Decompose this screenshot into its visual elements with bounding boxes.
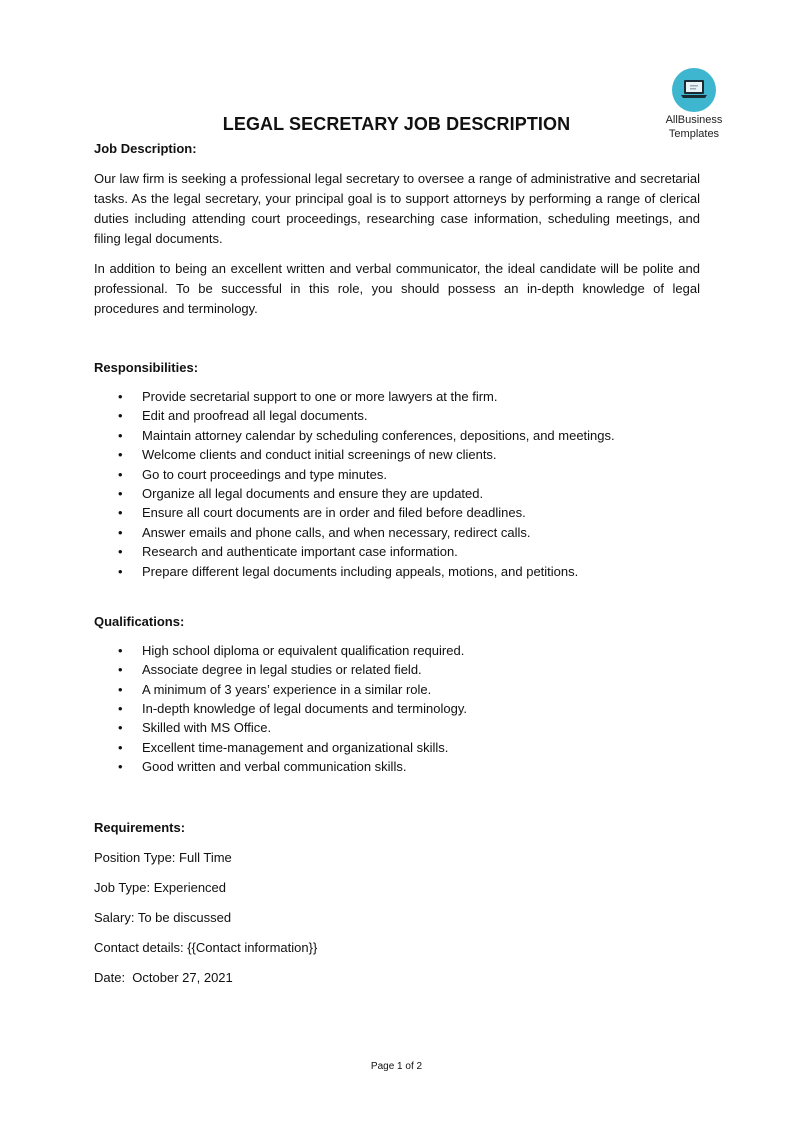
list-item <box>94 484 700 503</box>
list-item-text: High school diploma or equivalent qualification required. <box>142 642 465 658</box>
list-item <box>94 699 700 718</box>
requirement-date: Date: October 27, 2021 <box>94 969 233 985</box>
list-item-text: A minimum of 3 years’ experience in a similar role. <box>142 681 432 697</box>
list-item-text: Welcome clients and conduct initial screenings of new clients. <box>142 447 497 463</box>
bullet-icon: • <box>118 681 123 697</box>
list-item <box>94 757 700 776</box>
list-item-text: Research and authenticate important case information. <box>142 544 458 560</box>
bullet-icon: • <box>118 485 123 501</box>
list-item-text: Go to court proceedings and type minutes. <box>142 466 387 482</box>
list-item <box>94 542 700 561</box>
job-description-heading: Job Description: <box>94 141 197 156</box>
job-description-paragraph: Our law firm is seeking a professional legal secretary to oversee a range of administrative and secretarial tasks. As the legal secretary, your principal goal is to support attorneys by performing a range of clerical duties including attending court proceedings, researching case information, scheduling meetings, and filing legal documents. <box>94 171 700 246</box>
bullet-icon: • <box>118 701 123 717</box>
page-number-footer: Page 1 of 2 <box>370 1061 423 1072</box>
list-item <box>94 503 700 522</box>
requirement-salary: Salary: To be discussed <box>94 909 232 925</box>
responsibilities-heading: Responsibilities: <box>94 360 199 375</box>
list-item <box>94 406 700 425</box>
qualifications-list <box>94 641 700 777</box>
bullet-icon: • <box>118 505 123 521</box>
list-item-text: Skilled with MS Office. <box>142 720 272 736</box>
bullet-icon: • <box>118 389 123 404</box>
list-item <box>94 426 700 445</box>
list-item-text: Prepare different legal documents including appeals, motions, and petitions. <box>142 563 579 579</box>
bullet-icon: • <box>118 466 123 482</box>
logo-line-1: AllBusiness <box>665 114 723 126</box>
list-item-text: Answer emails and phone calls, and when necessary, redirect calls. <box>142 524 531 540</box>
bullet-icon: • <box>118 563 123 579</box>
list-item-text: Ensure all court documents are in order and filed before deadlines. <box>142 505 526 521</box>
laptop-icon <box>672 68 716 112</box>
list-item <box>94 445 700 464</box>
list-item <box>94 562 700 581</box>
list-item <box>94 387 700 406</box>
list-item-text: Associate degree in legal studies or related field. <box>142 662 422 678</box>
document-body <box>94 139 700 988</box>
page-title: LEGAL SECRETARY JOB DESCRIPTION <box>222 114 571 134</box>
list-item-text: In-depth knowledge of legal documents and terminology. <box>142 701 467 717</box>
list-item <box>94 465 700 484</box>
list-item <box>94 680 700 699</box>
bullet-icon: • <box>118 739 123 755</box>
bullet-icon: • <box>118 720 123 736</box>
requirements-heading: Requirements: <box>94 819 186 835</box>
bullet-icon: • <box>118 447 123 463</box>
bullet-icon: • <box>118 524 123 540</box>
list-item-text: Provide secretarial support to one or more lawyers at the firm. <box>142 389 498 404</box>
job-description-paragraph: In addition to being an excellent written and verbal communicator, the ideal candidate will be polite and professional. To be successful in this role, you should possess an in-depth knowledge of legal procedures and terminology. <box>94 261 700 316</box>
list-item-text: Excellent time-management and organizational skills. <box>142 739 449 755</box>
bullet-icon: • <box>118 408 123 424</box>
responsibilities-list <box>94 387 700 581</box>
list-item-text: Good written and verbal communication skills. <box>142 759 407 775</box>
qualifications-heading: Qualifications: <box>94 613 185 629</box>
list-item <box>94 660 700 679</box>
list-item-text: Edit and proofread all legal documents. <box>142 408 368 424</box>
bullet-icon: • <box>118 642 123 658</box>
requirement-job-type: Job Type: Experienced <box>94 879 227 895</box>
logo-line-2: Templates <box>668 128 720 140</box>
list-item-text: Organize all legal documents and ensure they are updated. <box>142 485 484 501</box>
bullet-icon: • <box>118 427 123 443</box>
requirement-position-type: Position Type: Full Time <box>94 849 232 865</box>
list-item <box>94 738 700 757</box>
list-item-text: Maintain attorney calendar by scheduling conferences, depositions, and meetings. <box>142 427 615 443</box>
list-item <box>94 523 700 542</box>
list-item <box>94 641 700 660</box>
requirement-contact-details: Contact details: {{Contact information}} <box>94 939 318 955</box>
bullet-icon: • <box>118 759 123 775</box>
bullet-icon: • <box>118 662 123 678</box>
bullet-icon: • <box>118 544 123 560</box>
list-item <box>94 718 700 737</box>
